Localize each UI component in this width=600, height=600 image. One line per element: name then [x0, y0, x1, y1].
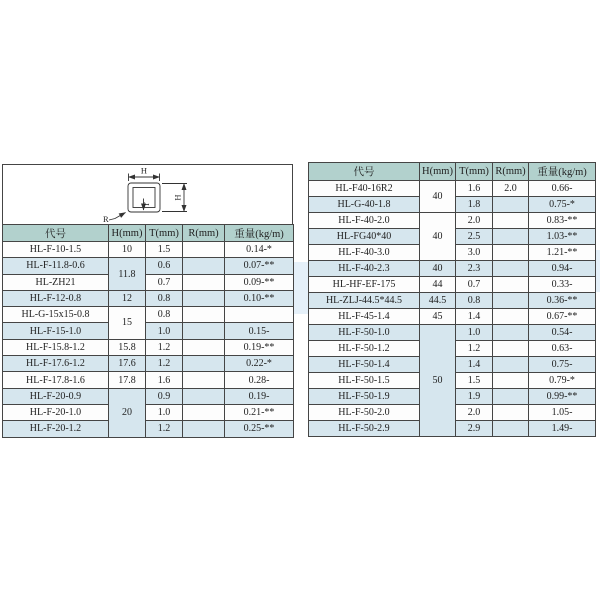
cell-code: HL-F-17.8-1.6: [3, 372, 109, 388]
cell-h: 44: [420, 277, 456, 293]
cell-code: HL-F-40-2.0: [309, 213, 420, 229]
cell-r: [183, 323, 225, 339]
radius-label: R: [103, 214, 109, 224]
cell-code: HL-F-10-1.5: [3, 242, 109, 258]
cell-code: HL-F-20-1.0: [3, 404, 109, 420]
cell-weight: 0.54-: [529, 325, 596, 341]
column-header: T(mm): [146, 225, 183, 242]
table-row: [309, 261, 596, 277]
cell-r: [183, 339, 225, 355]
cell-t: 1.8: [456, 197, 493, 213]
cell-weight: [225, 307, 294, 323]
table-row: [309, 277, 596, 293]
cell-r: [183, 404, 225, 420]
table-row: [309, 293, 596, 309]
cell-r: [493, 325, 529, 341]
table-row: [3, 323, 294, 339]
cell-weight: 0.19-**: [225, 339, 294, 355]
cell-t: 2.0: [456, 405, 493, 421]
table-row: [3, 372, 294, 388]
cell-code: HL-F-12-0.8: [3, 290, 109, 306]
cell-t: 1.2: [146, 356, 183, 372]
table-row: [3, 339, 294, 355]
cell-code: HL-F-40-3.0: [309, 245, 420, 261]
cell-weight: 0.25-**: [225, 421, 294, 437]
column-header: 代号: [309, 163, 420, 181]
cell-weight: 0.28-: [225, 372, 294, 388]
column-header: T(mm): [456, 163, 493, 181]
spec-table-right: [308, 162, 596, 437]
cell-r: [493, 197, 529, 213]
cell-t: 0.7: [456, 277, 493, 293]
cell-r: [493, 245, 529, 261]
cell-r: [493, 261, 529, 277]
cell-t: 2.0: [456, 213, 493, 229]
cell-code: HL-HF-EF-175: [309, 277, 420, 293]
cell-weight: 0.14-*: [225, 242, 294, 258]
cell-r: [493, 421, 529, 437]
table-row: [309, 325, 596, 341]
cell-h: 20: [109, 388, 146, 437]
radius-leader-line: [109, 213, 126, 221]
cell-weight: 1.49-: [529, 421, 596, 437]
table-row: [3, 307, 294, 323]
cell-t: 1.6: [456, 181, 493, 197]
cell-weight: 0.19-: [225, 388, 294, 404]
cell-r: [493, 229, 529, 245]
table-row: [3, 274, 294, 290]
cell-r: [183, 356, 225, 372]
cell-h: 40: [420, 213, 456, 261]
cell-t: 1.2: [146, 339, 183, 355]
table-row: [3, 404, 294, 420]
cell-r: 2.0: [493, 181, 529, 197]
cell-r: [183, 274, 225, 290]
cell-h: 17.8: [109, 372, 146, 388]
cell-weight: 0.66-: [529, 181, 596, 197]
cell-h: 15.8: [109, 339, 146, 355]
cell-h: 40: [420, 181, 456, 213]
cell-code: HL-F-15.8-1.2: [3, 339, 109, 355]
cell-r: [493, 309, 529, 325]
column-header: H(mm): [109, 225, 146, 242]
left-table-panel: [2, 164, 293, 438]
cell-weight: 0.75-*: [529, 197, 596, 213]
table-row: [3, 421, 294, 437]
cell-code: HL-F-50-2.9: [309, 421, 420, 437]
cell-r: [493, 373, 529, 389]
cell-code: HL-F-50-1.9: [309, 389, 420, 405]
table-row: [3, 258, 294, 274]
thickness-label: T: [142, 202, 151, 207]
cell-r: [493, 213, 529, 229]
column-header: 重量(kg/m): [529, 163, 596, 181]
cell-r: [493, 293, 529, 309]
cell-weight: 0.94-: [529, 261, 596, 277]
cell-h: 15: [109, 307, 146, 340]
column-header: R(mm): [183, 225, 225, 242]
column-header: 代号: [3, 225, 109, 242]
cell-code: HL-F-45-1.4: [309, 309, 420, 325]
cell-h: 10: [109, 242, 146, 258]
cell-r: [183, 388, 225, 404]
spec-table-left: [2, 224, 294, 438]
cell-h: 45: [420, 309, 456, 325]
cell-weight: 0.21-**: [225, 404, 294, 420]
cell-weight: 0.83-**: [529, 213, 596, 229]
cell-weight: 1.05-: [529, 405, 596, 421]
cell-t: 1.4: [456, 357, 493, 373]
cell-weight: 0.63-: [529, 341, 596, 357]
cell-h: 40: [420, 261, 456, 277]
cell-r: [493, 277, 529, 293]
cell-code: HL-FG40*40: [309, 229, 420, 245]
cell-t: 0.7: [146, 274, 183, 290]
cell-t: 1.5: [146, 242, 183, 258]
cell-weight: 0.79-*: [529, 373, 596, 389]
cell-weight: 1.03-**: [529, 229, 596, 245]
cell-code: HL-G-40-1.8: [309, 197, 420, 213]
cell-code: HL-F40-16R2: [309, 181, 420, 197]
cell-r: [183, 290, 225, 306]
cell-r: [493, 357, 529, 373]
cell-weight: 0.67-**: [529, 309, 596, 325]
cell-code: HL-F-20-0.9: [3, 388, 109, 404]
cell-t: 0.8: [146, 307, 183, 323]
cell-code: HL-F-20-1.2: [3, 421, 109, 437]
cell-r: [493, 405, 529, 421]
cell-weight: 0.09-**: [225, 274, 294, 290]
cell-weight: 0.22-*: [225, 356, 294, 372]
table-row: [3, 356, 294, 372]
table-row: [309, 213, 596, 229]
cell-r: [183, 372, 225, 388]
table-row: [309, 309, 596, 325]
cell-t: 0.6: [146, 258, 183, 274]
cell-weight: 0.99-**: [529, 389, 596, 405]
cell-r: [493, 341, 529, 357]
cell-t: 0.9: [146, 388, 183, 404]
tube-cross-section-diagram: [3, 165, 292, 224]
cell-code: HL-F-40-2.3: [309, 261, 420, 277]
cell-code: HL-F-17.6-1.2: [3, 356, 109, 372]
cell-h: 11.8: [109, 258, 146, 291]
cell-code: HL-F-11.8-0.6: [3, 258, 109, 274]
table-row: [3, 290, 294, 306]
cell-weight: 0.36-**: [529, 293, 596, 309]
column-header: R(mm): [493, 163, 529, 181]
cell-weight: 0.07-**: [225, 258, 294, 274]
cell-r: [493, 389, 529, 405]
cell-t: 1.2: [456, 341, 493, 357]
cell-t: 1.2: [146, 421, 183, 437]
cell-weight: 0.75-: [529, 357, 596, 373]
cell-weight: 0.33-: [529, 277, 596, 293]
cell-code: HL-ZH21: [3, 274, 109, 290]
cell-code: HL-F-50-1.0: [309, 325, 420, 341]
cell-t: 2.9: [456, 421, 493, 437]
cell-t: 1.0: [146, 404, 183, 420]
profile-diagram-box: [2, 164, 293, 225]
cell-code: HL-F-50-2.0: [309, 405, 420, 421]
right-table-panel: [308, 162, 595, 437]
cell-h: 44.5: [420, 293, 456, 309]
cell-weight: 0.10-**: [225, 290, 294, 306]
cell-code: HL-F-50-1.5: [309, 373, 420, 389]
cell-t: 0.8: [146, 290, 183, 306]
table-row: [3, 242, 294, 258]
width-dimension-label: H: [140, 165, 148, 176]
cell-t: 1.0: [456, 325, 493, 341]
cell-r: [183, 258, 225, 274]
cell-code: HL-ZLJ-44.5*44.5: [309, 293, 420, 309]
cell-weight: 1.21-**: [529, 245, 596, 261]
cell-r: [183, 242, 225, 258]
cell-t: 1.4: [456, 309, 493, 325]
table-row: [309, 181, 596, 197]
column-header: 重量(kg/m): [225, 225, 294, 242]
table-row: [3, 388, 294, 404]
cell-h: 50: [420, 325, 456, 437]
column-header: H(mm): [420, 163, 456, 181]
cell-r: [183, 307, 225, 323]
cell-t: 0.8: [456, 293, 493, 309]
cell-t: 1.5: [456, 373, 493, 389]
cell-t: 1.0: [146, 323, 183, 339]
header-row: [3, 225, 294, 242]
cell-code: HL-F-50-1.4: [309, 357, 420, 373]
cell-h: 12: [109, 290, 146, 306]
header-row: [309, 163, 596, 181]
cell-t: 1.9: [456, 389, 493, 405]
cell-code: HL-F-50-1.2: [309, 341, 420, 357]
cell-code: HL-G-15x15-0.8: [3, 307, 109, 323]
cell-r: [183, 421, 225, 437]
cell-t: 3.0: [456, 245, 493, 261]
height-dimension-label: H: [172, 194, 183, 201]
cell-h: 17.6: [109, 356, 146, 372]
cell-t: 2.5: [456, 229, 493, 245]
cell-code: HL-F-15-1.0: [3, 323, 109, 339]
cell-t: 1.6: [146, 372, 183, 388]
cell-t: 2.3: [456, 261, 493, 277]
cell-weight: 0.15-: [225, 323, 294, 339]
